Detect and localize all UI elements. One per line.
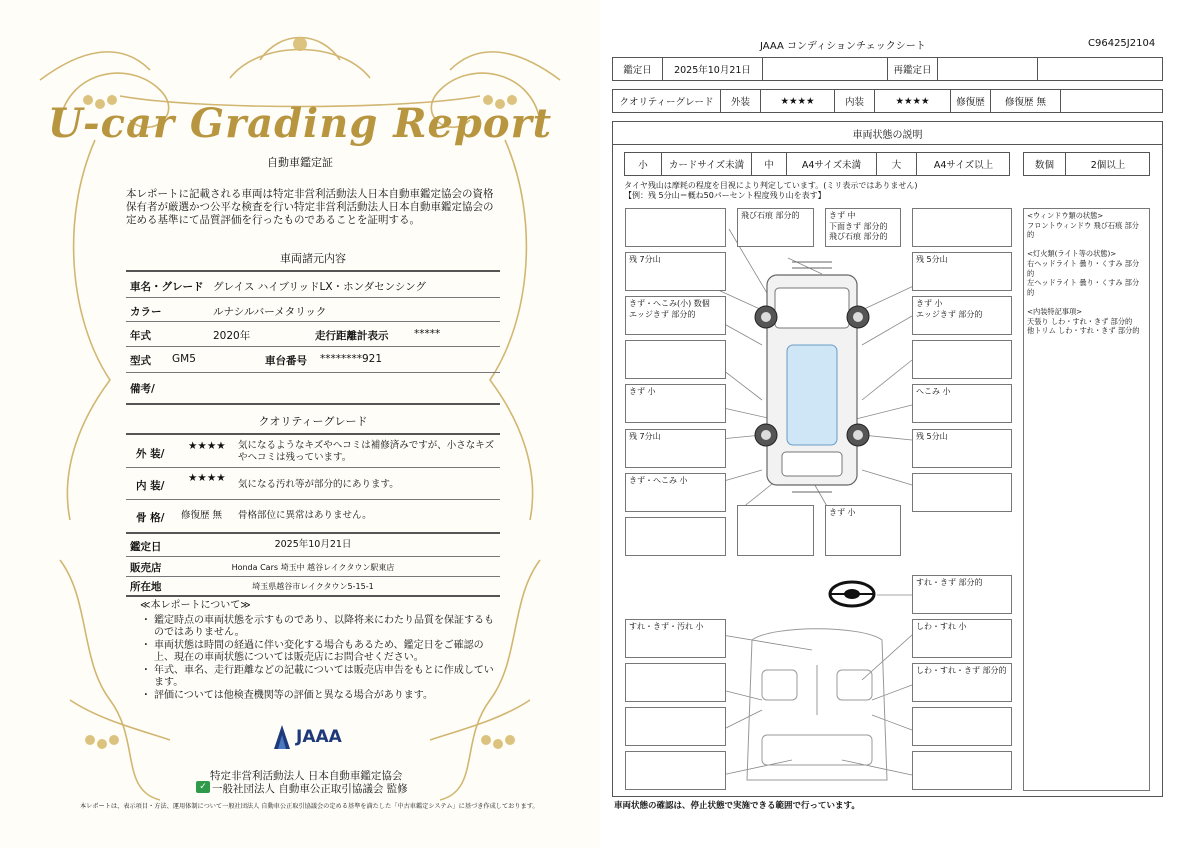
count-label: 数個 [1024, 153, 1066, 175]
int-stars: ★★★★ [875, 90, 951, 112]
color-label: カラー [130, 306, 162, 318]
note-item: ・ 鑑定時点の車両状態を示すものであり、以降将来にわたり品質を保証するものではありません。 [154, 615, 500, 640]
sheet-footer: 車両状態の確認は、停止状態で実施できる範囲で行っています。 [614, 801, 860, 811]
box-front-seat-left: すれ・きず・汚れ 小 [625, 619, 726, 658]
tire-note-1: タイヤ残山は摩耗の程度を目視により判定しています。(ミリ表示ではありません) [624, 181, 918, 190]
int-label: 内装 [835, 90, 875, 112]
exterior-label: 外 装/ [136, 448, 165, 460]
sheet-id: C96425J2104 [1088, 38, 1156, 49]
org-name-2: 一般社団法人 自動車公正取引協議会 監修 [212, 783, 408, 795]
repair-value: 修復歴 無 [991, 90, 1061, 112]
legend-small: 小 [625, 153, 662, 175]
box-tire-rear-left: 残 7分山 [625, 429, 726, 468]
dealer-value: Honda Cars 埼玉中 越谷レイクタウン駅東店 [231, 563, 395, 572]
legend-large: 大 [877, 153, 917, 175]
year-value: 2020年 [213, 330, 251, 342]
car-top-view [767, 262, 857, 492]
jaaa-logo-text: JAAA [296, 727, 342, 747]
frame-comment: 骨格部位に異常はありません。 [238, 510, 372, 521]
box-front-left-corner [625, 208, 726, 247]
box-fender-left: きず・へこみ(小) 数個 エッジきず 部分的 [625, 296, 726, 335]
box-interior-right-2 [912, 707, 1012, 746]
date-row [612, 57, 1163, 81]
model-label: 型式 [130, 355, 151, 367]
chassis-value: ********921 [320, 353, 383, 365]
box-front-door-right [912, 340, 1012, 379]
box-interior-left-2 [625, 707, 726, 746]
address-label: 所在地 [130, 581, 162, 593]
certificate-footer: 本レポートは、表示項目・方法、運用体制について一般社団法人 自動車公正取引協議会の定める基準を満たした「中古車鑑定システム」に基づき作成しております。 [80, 803, 539, 810]
box-interior-left-1 [625, 663, 726, 702]
org-name-1: 特定非営利活動法人 日本自動車鑑定協会 [210, 770, 403, 782]
chassis-label: 車台番号 [265, 355, 307, 367]
name-value: グレイス ハイブリッドLX・ホンダセンシング [213, 281, 426, 293]
box-fender-right: きず 小 エッジきず 部分的 [912, 296, 1012, 335]
jaaa-logo [272, 722, 362, 752]
date-value: 2025年10月21日 [663, 58, 763, 80]
box-steering: すれ・きず 部分的 [912, 575, 1012, 614]
mileage-value: ***** [414, 328, 441, 340]
jaaa-logo-icon [272, 723, 292, 751]
count-legend [1023, 152, 1150, 176]
size-legend [624, 152, 1010, 176]
recheck-label: 再鑑定日 [888, 58, 938, 80]
model-value: GM5 [172, 353, 196, 365]
box-front-seat-right: しわ・すれ 小 [912, 619, 1012, 658]
name-label: 車名・グレード [130, 281, 204, 293]
year-label: 年式 [130, 330, 151, 342]
note-item: ・ 年式、車名、走行距離などの記載については販売店申告をもとに作成しています。 [154, 665, 500, 690]
interior-comment: 気になる汚れ等が部分的にあります。 [238, 479, 399, 490]
legend-small-desc: カードサイズ未満 [662, 153, 752, 175]
address-value: 埼玉県越谷市レイクタウン5-15-1 [252, 582, 374, 591]
box-trunk: きず 小 [825, 505, 901, 556]
box-rear-door-right: へこみ 小 [912, 384, 1012, 423]
fair-trade-icon: ✓ [196, 781, 210, 793]
date-value: 2025年10月21日 [274, 539, 352, 550]
remarks-label: 備考/ [130, 383, 155, 395]
interior-top-view [747, 629, 887, 780]
legend-medium: 中 [752, 153, 787, 175]
report-notes [140, 600, 500, 702]
box-quarter-left: きず・へこみ 小 [625, 473, 726, 512]
box-front-bumper: 飛び石痕 部分的 [737, 208, 814, 247]
box-front-right-corner [912, 208, 1012, 247]
count-value: 2個以上 [1090, 160, 1126, 171]
dealer-label: 販売店 [130, 562, 162, 574]
box-interior-right-1: しわ・すれ・きず 部分的 [912, 663, 1012, 702]
certificate-subtitle: 自動車鑑定証 [267, 156, 333, 169]
color-value: ルナシルバーメタリック [213, 306, 327, 318]
quality-row [612, 89, 1163, 113]
box-tire-rear-right: 残 5分山 [912, 429, 1012, 468]
exterior-comment: 気になるようなキズやヘコミは補修済みですが、小さなキズやヘコミは残っています。 [238, 440, 495, 463]
ext-label: 外装 [721, 90, 761, 112]
box-front-door-left [625, 340, 726, 379]
box-tire-front-right: 残 5分山 [912, 252, 1012, 291]
box-rear-bumper [737, 505, 814, 556]
notes-heading: ≪本レポートについて≫ [140, 600, 251, 611]
mileage-label: 走行距離計表示 [315, 330, 389, 342]
ext-stars: ★★★★ [761, 90, 835, 112]
box-tire-front-left: 残 7分山 [625, 252, 726, 291]
box-interior-right-3 [912, 751, 1012, 790]
interior-label: 内 装/ [136, 480, 165, 492]
certificate-title: U-car Grading Report [47, 100, 553, 147]
box-rear-left-corner [625, 517, 726, 556]
exterior-stars: ★★★★ [188, 440, 226, 452]
steering-wheel-icon [830, 582, 874, 606]
note-item: ・ 評価については他検査機関等の評価と異なる場合があります。 [154, 690, 500, 703]
legend-large-desc: A4サイズ以上 [933, 160, 994, 171]
side-notes: <ウィンドウ類の状態> フロントウィンドウ 飛び石痕 部分的 <灯火類(ライト等の状態)> 右ヘッドライト 曇り・くすみ 部分的 左ヘッドライト 曇り・くすみ 部分的 <内装特記事項> 天張り しわ・すれ・きず 部分的 他トリム しわ・すれ・きず 部分的 [1023, 208, 1150, 791]
section-title: 車両状態の説明 [612, 121, 1163, 145]
quality-heading: クオリティーグレード [258, 415, 368, 428]
quality-label: クオリティーグレード [613, 90, 721, 112]
box-interior-left-3 [625, 751, 726, 790]
date-label: 鑑定日 [130, 541, 162, 553]
interior-stars: ★★★★ [188, 472, 226, 484]
legend-medium-desc: A4サイズ未満 [787, 153, 877, 175]
date-label: 鑑定日 [613, 58, 663, 80]
frame-label: 骨 格/ [136, 512, 165, 524]
certificate-intro: 本レポートに記載される車両は特定非営利活動法人日本自動車鑑定協会の資格保有者が厳選かつ公平な検査を行い特定非営利活動法人日本自動車鑑定協会の定める基準にて品質評価を行ったものであることを証明する。 [126, 188, 494, 226]
box-rear-door-left: きず 小 [625, 384, 726, 423]
repair-label: 修復歴 [951, 90, 991, 112]
box-hood: きず 中 下面きず 部分的 飛び石痕 部分的 [825, 208, 901, 247]
sheet-title: JAAA コンディションチェックシート [760, 41, 926, 52]
tire-note-2: 【例：残 5分山＝概ね50パーセント程度残り山を表す】 [624, 191, 826, 200]
box-quarter-right [912, 473, 1012, 512]
frame-value: 修復歴 無 [181, 510, 223, 521]
spec-heading: 車両諸元内容 [280, 252, 346, 265]
note-item: ・ 車両状態は時間の経過に伴い変化する場合もあるため、鑑定日をご確認の上、現在の車両状態については販売店にお問合せください。 [154, 640, 500, 665]
